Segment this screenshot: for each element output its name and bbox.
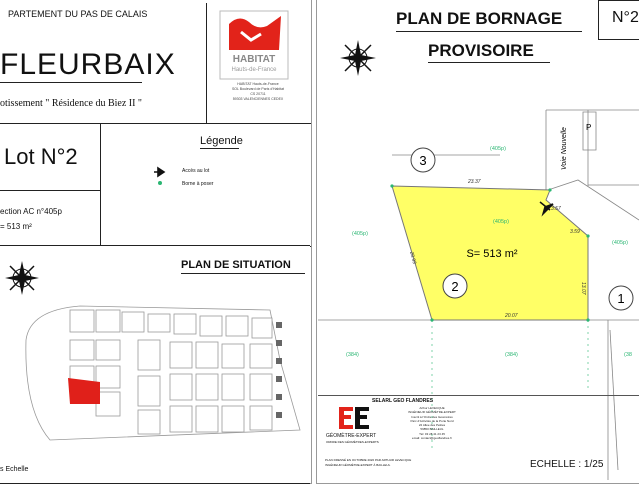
lot-highlight — [68, 378, 100, 404]
plan-title-line1-underline — [396, 31, 582, 32]
north-arrow-left-icon — [2, 258, 42, 298]
lot-title: Lot N°2 — [4, 144, 78, 169]
plan-title-line1: PLAN DE BORNAGE — [396, 9, 563, 28]
subdivision-text: otissement " Résidence du Biez II " — [0, 98, 143, 109]
situation-title-underline — [181, 273, 305, 274]
surveyor-line: 59850 BAILLEUL — [420, 427, 444, 432]
lot-number-1: 1 — [617, 291, 625, 306]
logo-sub: Hauts-de-France — [231, 67, 277, 73]
parcel-ref: (384) — [505, 352, 518, 358]
boundary-marker-icon — [157, 180, 163, 186]
logo-address-line: HABITAT Hauts-de-France — [237, 82, 279, 86]
north-arrow-right-icon — [337, 37, 379, 79]
lot-number-3: 3 — [419, 153, 427, 168]
logo-address-line: SOL Boulevard de Paris d'Habitat — [231, 87, 285, 91]
dimension-label: 3.57 — [551, 206, 561, 212]
parking-label: P — [586, 123, 592, 132]
parcel-ref: (405p) — [490, 146, 506, 152]
surveyor-footer — [325, 458, 411, 468]
surveyor-logo-caption: GÉOMÈTRE-EXPERT — [326, 433, 377, 439]
lot-area: = 513 m² — [0, 222, 32, 231]
surveyor-line: email: contact@geoflandres.fr — [412, 436, 452, 441]
situation-scale: s Echelle — [0, 466, 29, 473]
lot-divider — [0, 190, 100, 191]
department-text: PARTEMENT DU PAS DE CALAIS — [8, 9, 148, 19]
habitat-logo — [219, 10, 289, 80]
legend-title-underline — [200, 148, 239, 149]
parcel-ref: (405p) — [352, 231, 368, 237]
logo-address — [210, 82, 306, 102]
plan-scale: ECHELLE : 1/25 — [530, 459, 604, 470]
legend-label-access: Accès au lot — [182, 168, 210, 174]
surveyor-line: Tél: 03 28 41 23 45 — [419, 431, 445, 436]
surveyor-line: Parc d'Activités de la Porte Nord — [410, 418, 454, 423]
surveyor-line: INGÉNIEUR GÉOMÈTRE-EXPERT — [408, 410, 456, 415]
street-label: Voie Nouvelle — [561, 127, 568, 170]
surveyor-line: 22 Allée des Petites — [418, 423, 446, 428]
surveyor-logo-sub: ORDRE DES GÉOMÈTRES-EXPERTS — [326, 440, 379, 444]
logo-address-line: 59303 VALENCIENNES CEDEX — [232, 97, 284, 101]
legend-title: Légende — [200, 135, 243, 147]
lot-number-2: 2 — [451, 279, 459, 294]
parcel-ref: (405p) — [612, 240, 628, 246]
plan-title-line2-underline — [428, 62, 550, 63]
plan-title-line2: PROVISOIRE — [428, 41, 534, 60]
plan-number: N°2 — [612, 9, 639, 26]
town-underline — [0, 82, 142, 83]
surveyor-footer-line: PLAN DRESSÉ EN OCTOBRE 2020 PAR ARTHUR LEVECQUE — [325, 458, 412, 462]
town-title: FLEURBAIX — [0, 48, 176, 81]
surveyor-details — [372, 406, 492, 440]
surveyor-line: Arthur LEVECQUE — [419, 406, 445, 410]
parcel-ref: (38 — [624, 352, 632, 358]
lot-section: ection AC n°405p — [0, 207, 62, 216]
dimension-label: 28.93 — [408, 250, 418, 265]
situation-map — [20, 300, 310, 450]
surveyor-line: Inscrit à l'Ordre des Géomètres — [411, 414, 453, 419]
dimension-label: 3.59 — [570, 229, 580, 235]
geometre-expert-logo — [337, 405, 371, 431]
situation-title: PLAN DE SITUATION — [181, 259, 291, 271]
legend-label-marker: Borne à poser — [182, 181, 214, 187]
dimension-label: 20.07 — [505, 313, 518, 319]
arrow-access-icon — [153, 166, 167, 178]
surveyor-firm: SELARL GEO FLANDRES — [372, 398, 434, 404]
dimension-label: 13.07 — [580, 282, 586, 295]
parcel-ref: (405p) — [493, 219, 509, 225]
logo-address-line: CS 20711 — [250, 92, 266, 96]
surveyor-footer-line: INGÉNIEUR GÉOMÈTRE-EXPERT À BAILLEUL — [325, 463, 391, 467]
parcel-ref: (384) — [346, 352, 359, 358]
surface-label: S= 513 m² — [466, 248, 518, 260]
dimension-label: 23.37 — [468, 179, 481, 185]
logo-brand: HABITAT — [232, 54, 276, 65]
surveyor-divider — [318, 395, 639, 396]
